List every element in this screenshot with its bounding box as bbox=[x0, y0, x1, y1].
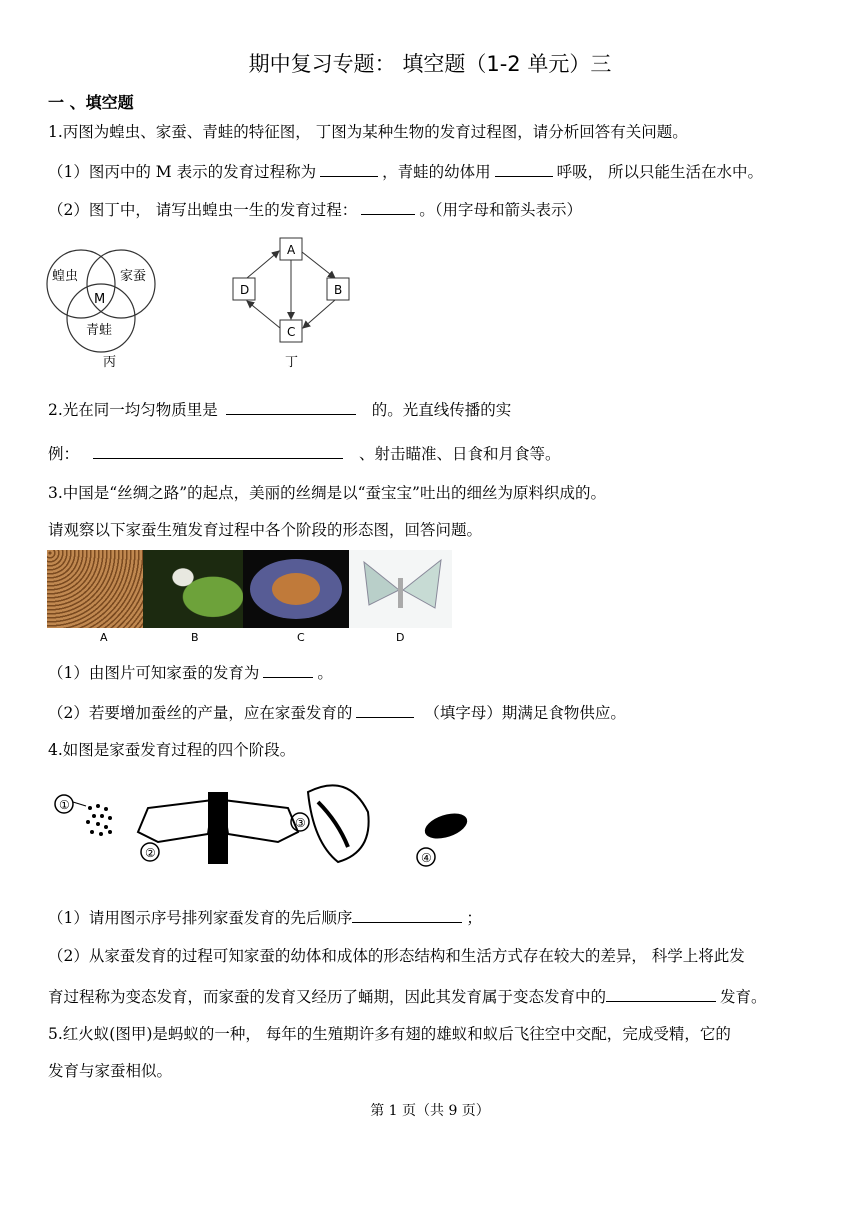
q1-part1 bbox=[48, 160, 763, 182]
q3-part1-text-b: 。 bbox=[317, 664, 333, 682]
q1-part1-text-b: ，青蛙的幼体用 bbox=[382, 163, 491, 181]
stage-2-moth bbox=[138, 792, 298, 864]
q4-stem: 4.如图是家蚕发育过程的四个阶段。 bbox=[48, 741, 296, 759]
stage-1-eggs bbox=[55, 795, 112, 836]
q2-text-c: 例： bbox=[48, 445, 80, 463]
photo-label-a: A bbox=[100, 631, 108, 644]
q3-part2-text-a: （2）若要增加蚕丝的产量，应在家蚕发育的 bbox=[48, 704, 353, 722]
moth-shape bbox=[349, 550, 452, 628]
stage-3-larva-on-leaf bbox=[291, 785, 369, 862]
q3-part2-text-b: （填字母）期满足食物供应。 bbox=[424, 704, 626, 722]
cycle-label-b: B bbox=[334, 283, 343, 297]
q4-blank-1[interactable] bbox=[352, 908, 462, 923]
page-title: 期中复习专题： 填空题（1-2 单元）三 bbox=[248, 52, 612, 76]
arrow-c-d bbox=[247, 301, 280, 328]
venn-label-a: 蝗虫 bbox=[52, 269, 79, 284]
q2-text-a: 2.光在同一均匀物质里是 bbox=[48, 401, 218, 419]
photo-label-d: D bbox=[396, 631, 405, 644]
q2-blank-2[interactable] bbox=[93, 444, 343, 459]
venn-label-b: 家蚕 bbox=[120, 269, 147, 284]
cycle-diagram bbox=[225, 234, 360, 372]
stage-number-3: ③ bbox=[295, 816, 306, 830]
pupa-shape bbox=[243, 550, 349, 628]
q2-line2 bbox=[48, 442, 561, 464]
silkworm-egg-photo bbox=[47, 550, 143, 628]
q4-blank-2[interactable] bbox=[606, 987, 716, 1002]
venn-label-m: M bbox=[94, 292, 106, 307]
arrow-d-a bbox=[247, 251, 279, 278]
q1-part2-text-a: （2）图丁中， 请写出蝗虫一生的发育过程： bbox=[48, 201, 358, 219]
cycle-label-d: D bbox=[240, 283, 250, 297]
venn-diagram bbox=[44, 246, 164, 371]
q2-blank-1[interactable] bbox=[226, 400, 356, 415]
q1-part1-text-c: 呼吸， 所以只能生活在水中。 bbox=[556, 163, 764, 181]
section-heading: 一 、填空题 bbox=[48, 93, 134, 112]
q4-part1 bbox=[48, 906, 482, 928]
q2-line1 bbox=[48, 398, 511, 420]
q4-part1-text-b: ； bbox=[466, 909, 482, 927]
q5-line2: 发育与家蚕相似。 bbox=[48, 1062, 173, 1080]
q1-part2-text-b: 。（用字母和箭头表示） bbox=[419, 201, 583, 219]
photo-label-c: C bbox=[297, 631, 305, 644]
photo-label-b: B bbox=[191, 631, 199, 644]
cycle-caption: 丁 bbox=[285, 355, 299, 370]
q3-stem2: 请观察以下家蚕生殖发育过程中各个阶段的形态图，回答问题。 bbox=[48, 521, 483, 539]
q3-part2 bbox=[48, 701, 626, 723]
q1-part2 bbox=[48, 198, 582, 220]
arrow-a-b bbox=[302, 252, 335, 278]
q3-part1 bbox=[48, 661, 333, 683]
silkworm-pupa-photo bbox=[243, 550, 349, 628]
q4-part2-text-a: 育过程称为变态发育，而家蚕的发育又经历了蛹期，因此其发育属于变态发育中的 bbox=[48, 988, 607, 1006]
q1-part1-text-a: （1）图丙中的 M 表示的发育过程称为 bbox=[48, 163, 317, 181]
stage-number-2: ② bbox=[145, 846, 156, 860]
q3-blank-1[interactable] bbox=[263, 663, 313, 678]
q4-part1-text-a: （1）请用图示序号排列家蚕发育的先后顺序 bbox=[48, 909, 353, 927]
q1-blank-1[interactable] bbox=[320, 162, 378, 177]
q1-stem: 1.丙图为蝗虫、家蚕、青蛙的特征图， 丁图为某种生物的发育过程图，请分析回答有关问题。 bbox=[48, 123, 688, 141]
q3-blank-2[interactable] bbox=[356, 703, 414, 718]
q2-text-b: 的。光直线传播的实 bbox=[371, 401, 512, 419]
stage-number-4: ④ bbox=[421, 851, 432, 865]
page-footer: 第 1 页（共 9 页） bbox=[370, 1103, 490, 1119]
q1-blank-2[interactable] bbox=[495, 162, 553, 177]
q1-blank-3[interactable] bbox=[361, 200, 415, 215]
q2-text-d: 、射击瞄准、日食和月食等。 bbox=[359, 445, 561, 463]
silkworm-moth-photo bbox=[349, 550, 452, 628]
q4-part2-text-b: 发育。 bbox=[720, 988, 767, 1006]
q4-part2-line1: （2）从家蚕发育的过程可知家蚕的幼体和成体的形态结构和生活方式存在较大的差异， 科学上将此发 bbox=[48, 947, 745, 965]
silkworm-stages-drawing bbox=[48, 772, 488, 872]
cycle-label-a: A bbox=[287, 243, 296, 257]
silkworm-larva-photo bbox=[143, 550, 243, 628]
q3-part1-text-a: （1）由图片可知家蚕的发育为 bbox=[48, 664, 260, 682]
q5-line1: 5.红火蚁(图甲)是蚂蚁的一种， 每年的生殖期许多有翅的雄蚁和蚁后飞往空中交配，完成受精，它的 bbox=[48, 1025, 731, 1043]
q3-stem: 3.中国是“丝绸之路”的起点，美丽的丝绸是以“蚕宝宝”吐出的细丝为原料织成的。 bbox=[48, 484, 606, 502]
arrow-b-c bbox=[303, 300, 335, 328]
venn-caption: 丙 bbox=[103, 355, 117, 370]
stage-number-1: ① bbox=[59, 798, 70, 812]
q4-part2-line2 bbox=[48, 985, 767, 1007]
venn-label-c: 青蛙 bbox=[86, 323, 113, 338]
stage-4-pupa bbox=[417, 809, 470, 866]
cycle-label-c: C bbox=[287, 325, 296, 339]
